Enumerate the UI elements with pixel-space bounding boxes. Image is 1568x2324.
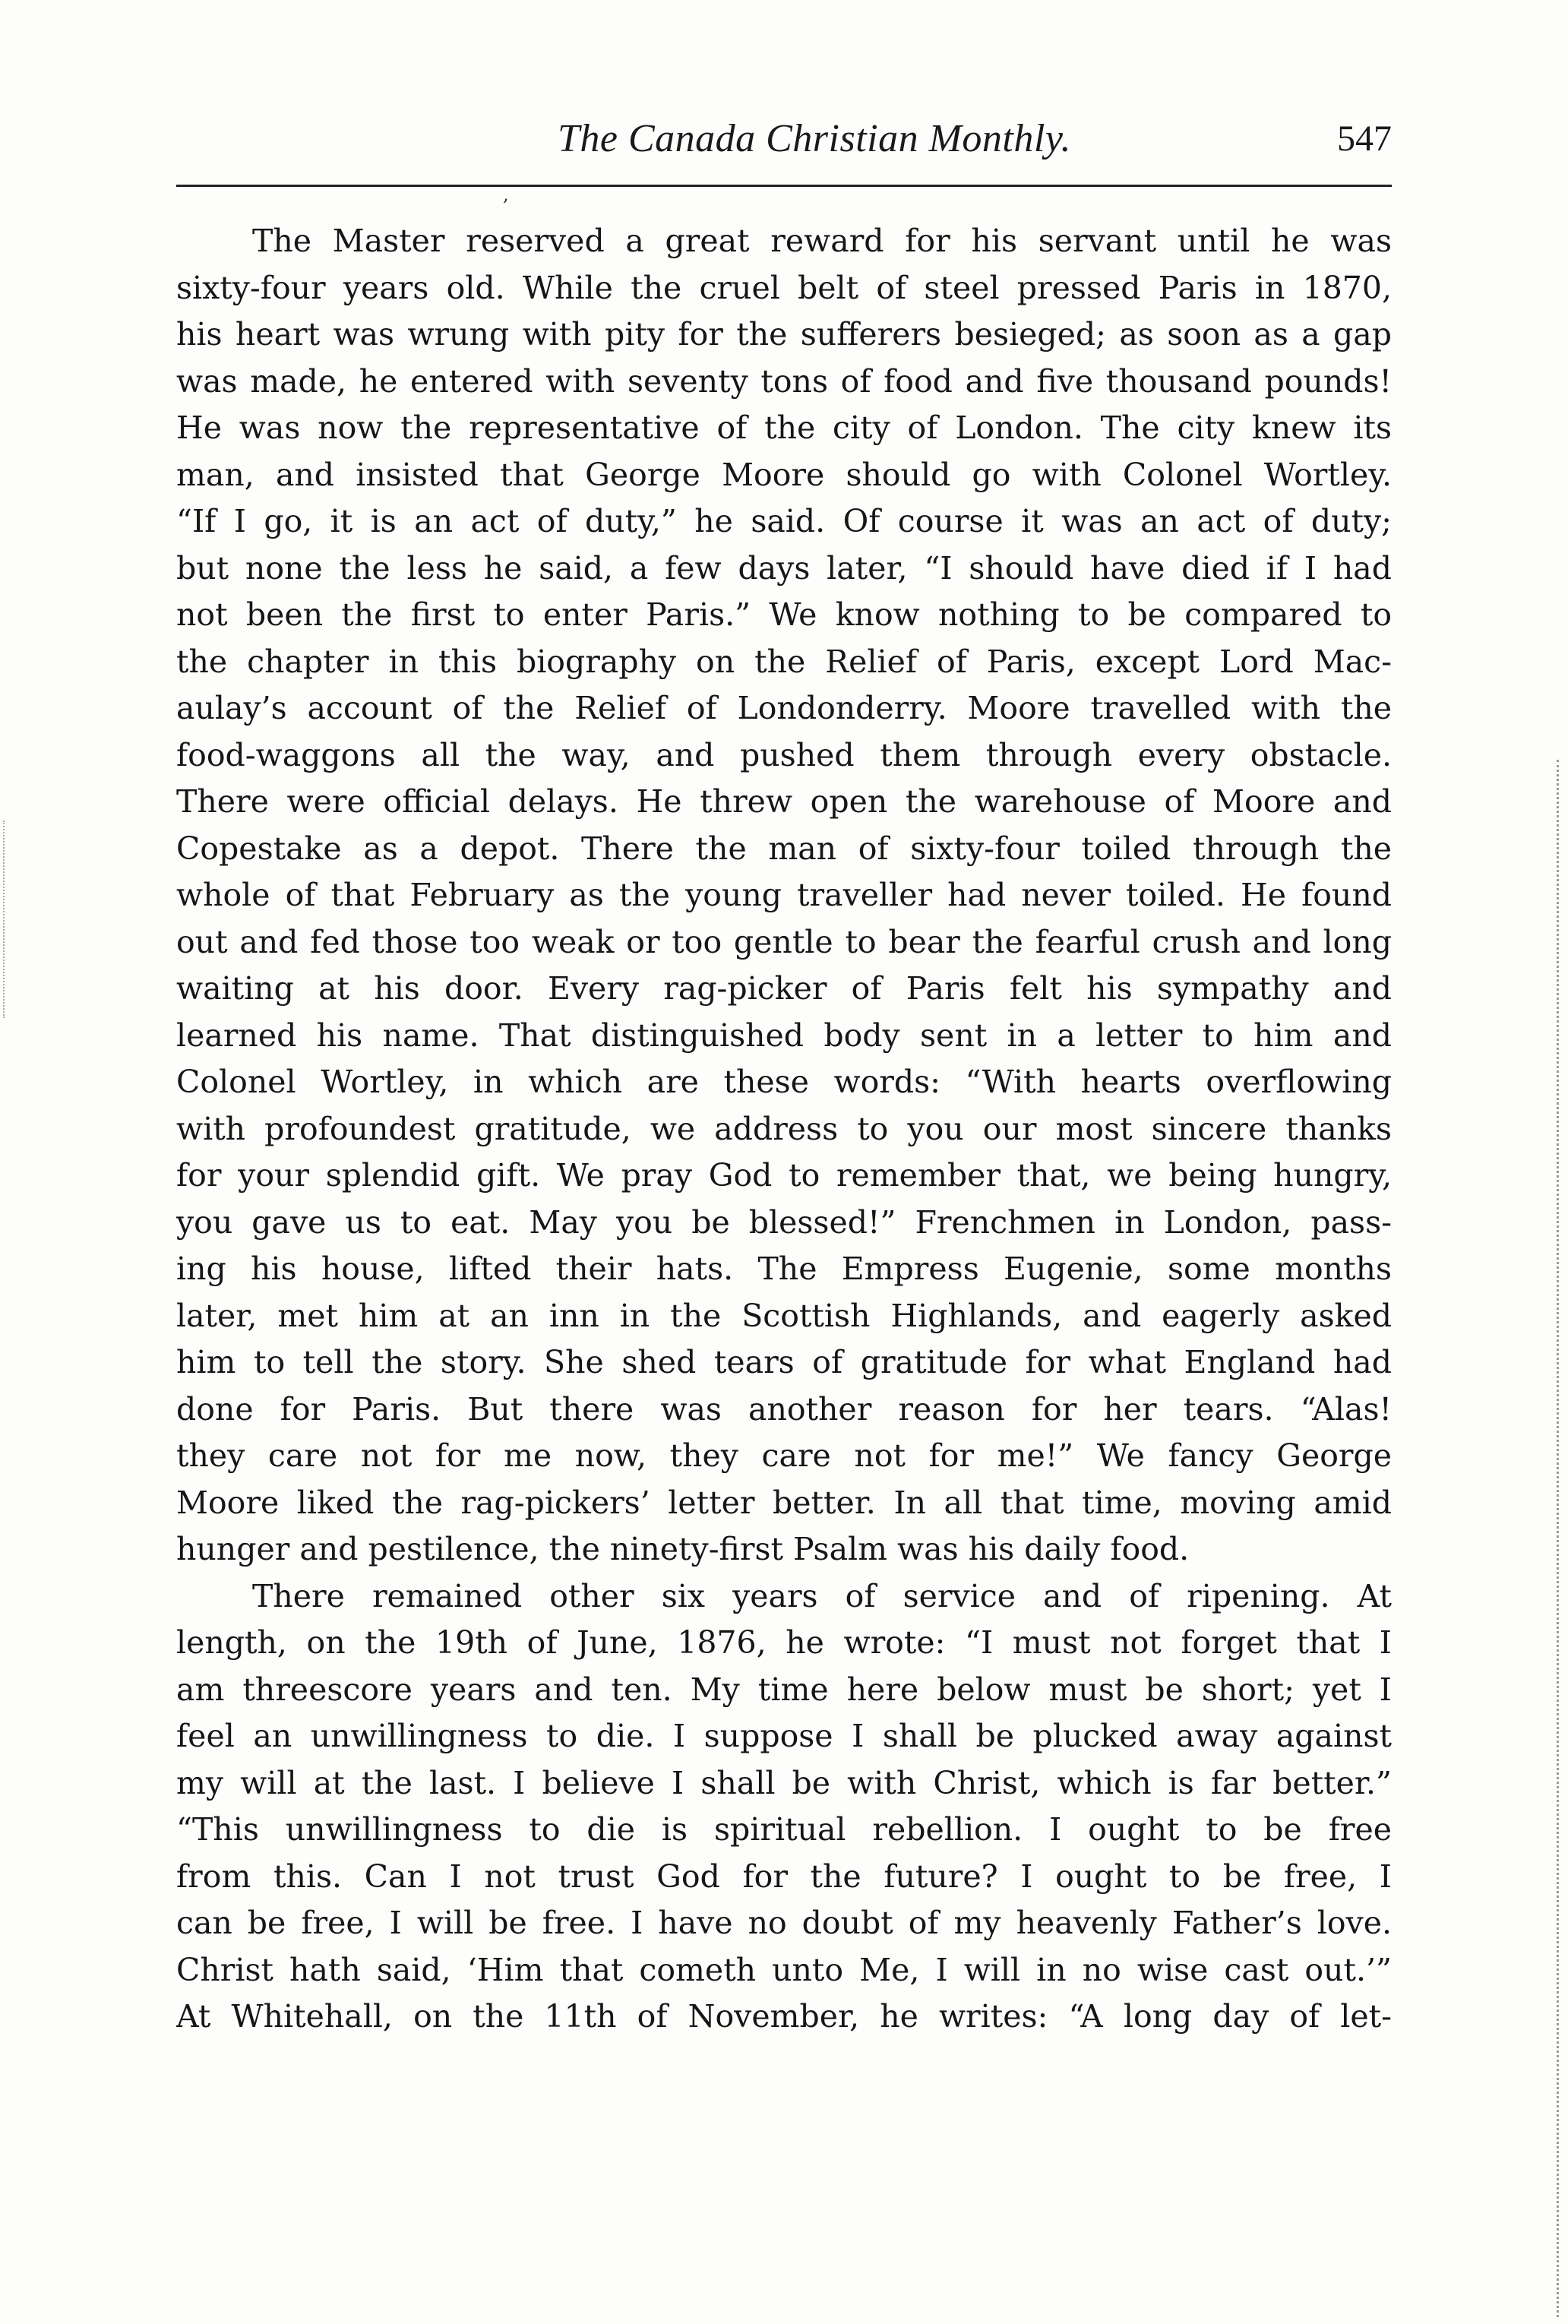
- text-line: learned his name. That distinguished body sent in a letter to him and: [176, 1017, 1392, 1054]
- text-line: for your splendid gift. We pray God to remember that, we being hungry,: [176, 1157, 1392, 1194]
- text-line: his heart was wrung with pity for the sufferers besieged; as soon as a gap: [176, 316, 1392, 353]
- text-line: but none the less he said, a few days later, “I should have died if I had: [176, 549, 1392, 587]
- text-line: can be free, I will be free. I have no doubt of my heavenly Father’s love.: [176, 1905, 1392, 1941]
- text-line: “If I go, it is an act of duty,” he said. Of course it was an act of duty;: [176, 503, 1392, 539]
- text-line: length, on the 19th of June, 1876, he wrote: “I must not forget that I: [176, 1624, 1392, 1661]
- text-line: my will at the last. I believe I shall be with Christ, which is far better.”: [176, 1764, 1392, 1801]
- text-line: later, met him at an inn in the Scottish Highlands, and eagerly asked: [176, 1297, 1392, 1334]
- text-line: ing his house, lifted their hats. The Empress Eugenie, some months: [176, 1251, 1392, 1287]
- running-title: The Canada Christian Monthly.: [557, 117, 1072, 160]
- text-line: Copestake as a depot. There the man of sixty-four toiled through the: [176, 830, 1392, 867]
- text-line: with profoundest gratitude, we address to you our most sincere thanks: [176, 1110, 1392, 1147]
- text-line: from this. Can I not trust God for the future? I ought to be free, I: [176, 1858, 1392, 1895]
- article-body: [176, 218, 1392, 2041]
- text-line: Colonel Wortley, in which are these words: “With hearts overflowing: [176, 1064, 1392, 1100]
- text-line: Christ hath said, ‘Him that cometh unto Me, I will in no wise cast out.’”: [176, 1951, 1392, 1988]
- text-line: There were official delays. He threw open the warehouse of Moore and: [176, 783, 1392, 820]
- text-line: was made, he entered with seventy tons of food and five thousand pounds!: [176, 362, 1392, 400]
- header-rule: [176, 185, 1392, 187]
- text-line: you gave us to eat. May you be blessed!” Frenchmen in London, pass-: [176, 1203, 1392, 1241]
- text-line: waiting at his door. Every rag-picker of Paris felt his sympathy and: [176, 970, 1392, 1007]
- text-line: man, and insisted that George Moore should go with Colonel Wortley.: [176, 456, 1392, 493]
- text-line: Moore liked the rag-pickers’ letter better. In all that time, moving amid: [176, 1484, 1392, 1521]
- scan-edge-marks-left: [3, 821, 11, 1018]
- text-line: There remained other six years of service and of ripening. At: [252, 1577, 1392, 1614]
- text-line: “This unwillingness to die is spiritual rebellion. I ought to be free: [176, 1811, 1392, 1848]
- text-line: At Whitehall, on the 11th of November, he writes: “A long day of let-: [176, 1998, 1392, 2035]
- text-line: The Master reserved a great reward for his servant until he was: [252, 223, 1392, 259]
- text-line: hunger and pestilence, the ninety-first Psalm was his daily food.: [176, 1531, 1190, 1567]
- print-speck: ,: [503, 184, 509, 205]
- scan-edge-marks-right: [1557, 760, 1568, 2317]
- text-line: out and fed those too weak or too gentle to bear the fearful crush and long: [176, 923, 1392, 960]
- page-number: 547: [1337, 119, 1392, 159]
- text-line: aulay’s account of the Relief of Londonderry. Moore travelled with the: [176, 690, 1392, 726]
- text-line: the chapter in this biography on the Relief of Paris, except Lord Mac-: [176, 643, 1392, 680]
- text-line: feel an unwillingness to die. I suppose I shall be plucked away against: [176, 1718, 1392, 1754]
- text-line: He was now the representative of the city of London. The city knew its: [176, 409, 1392, 446]
- page-header: [176, 112, 1392, 166]
- text-line: whole of that February as the young traveller had never toiled. He found: [176, 877, 1392, 913]
- text-line: food-waggons all the way, and pushed them through every obstacle.: [176, 736, 1392, 773]
- text-line: not been the first to enter Paris.” We know nothing to be compared to: [176, 596, 1392, 633]
- text-line: they care not for me now, they care not for me!” We fancy George: [176, 1437, 1392, 1474]
- text-line: done for Paris. But there was another reason for her tears. “Alas!: [176, 1390, 1392, 1428]
- text-line: him to tell the story. She shed tears of gratitude for what England had: [176, 1344, 1392, 1380]
- text-line: sixty-four years old. While the cruel belt of steel pressed Paris in 1870,: [176, 269, 1392, 306]
- text-line: am threescore years and ten. My time here below must be short; yet I: [176, 1671, 1392, 1708]
